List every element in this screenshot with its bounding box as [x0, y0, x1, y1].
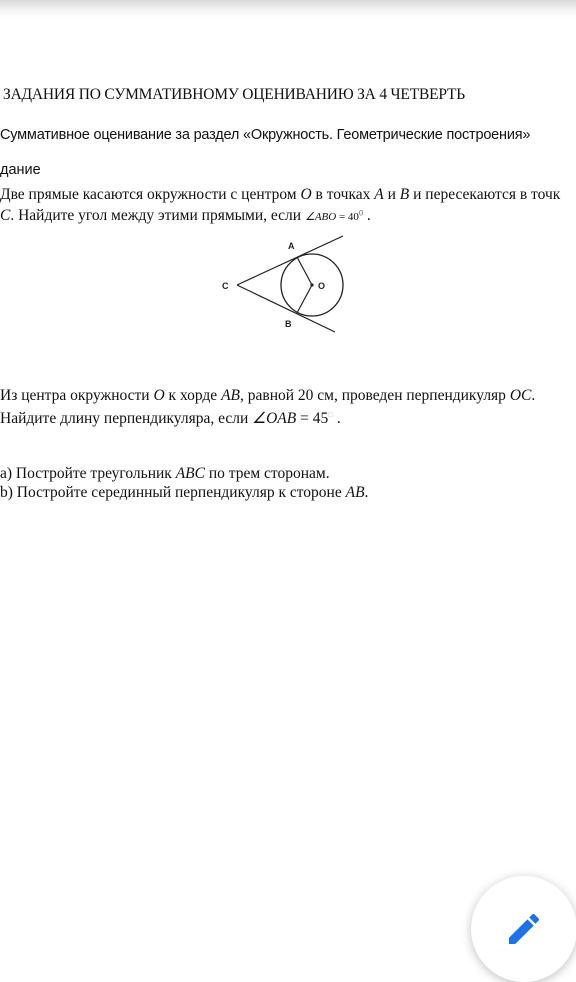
task3-part-a: a) Постройте треугольник ABC по трем сторонам.	[0, 465, 330, 482]
tangent-lines-diagram	[215, 232, 350, 334]
task1-line2: C. Найдите угол между этими прямыми, если ∠ABO = $40^0$ .	[0, 207, 371, 224]
label-o: O	[318, 281, 326, 291]
task2-line2: Найдите длину перпендикуляра, если ∠OAB = 45□ .	[0, 409, 341, 427]
pencil-icon	[504, 909, 544, 949]
top-shadow	[0, 0, 576, 18]
page-subtitle: Суммативное оценивание за раздел «Окружность. Геометрические построения»	[0, 127, 531, 143]
page-title: ЗАДАНИЯ ПО СУММАТИВНОМУ ОЦЕНИВАНИЮ ЗА 4 ЧЕТВЕРТЬ	[3, 86, 465, 103]
label-a: A	[288, 241, 295, 251]
task2-line1: Из центра окружности O к хорде AB, равной 20 см, проведен перпендикуляр OC.	[0, 387, 536, 404]
radius-ob	[297, 285, 312, 313]
section-heading: дание	[0, 162, 41, 178]
task3-part-b: b) Постройте серединный перпендикуляр к стороне AB.	[0, 484, 369, 501]
task1-line1: Две прямые касаются окружности с центром O в точках A и B и пересекаются в точк	[0, 186, 561, 203]
radius-oa	[297, 257, 312, 285]
label-c: C	[222, 281, 229, 291]
center-point	[310, 283, 313, 286]
label-b: B	[285, 319, 292, 329]
edit-button[interactable]	[471, 876, 576, 982]
